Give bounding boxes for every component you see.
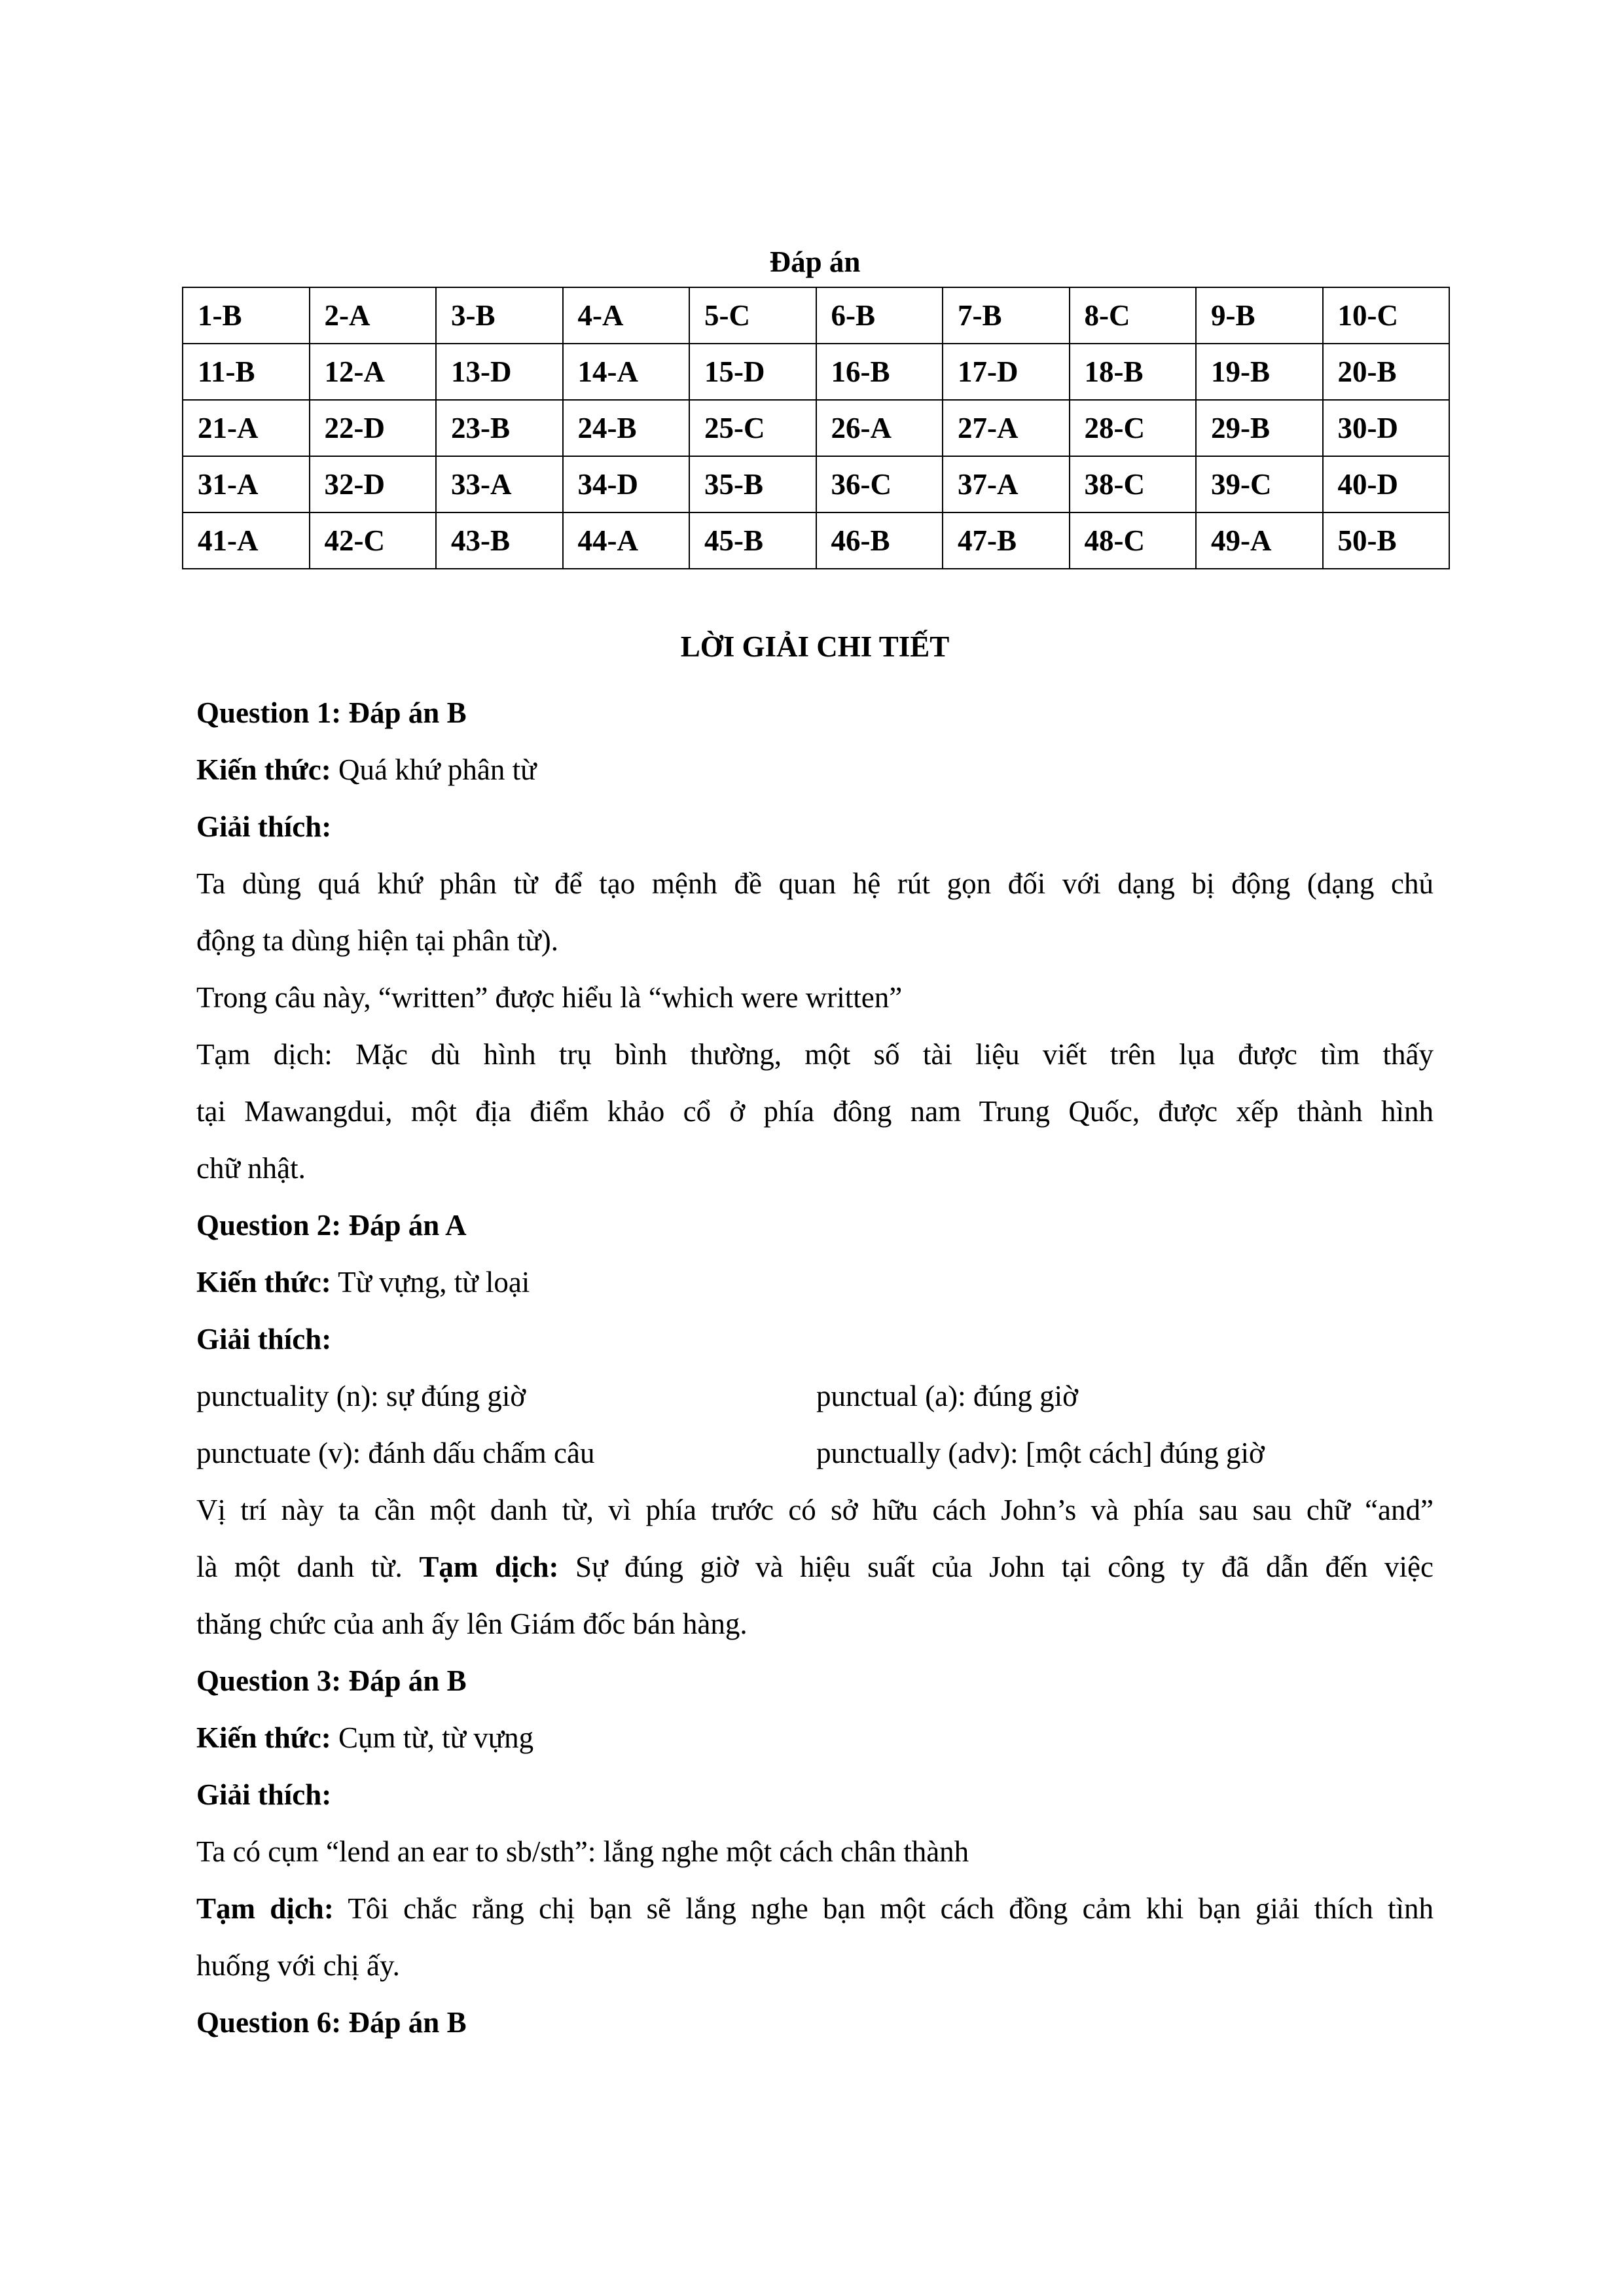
answer-cell: 15-D bbox=[689, 344, 816, 400]
answer-cell: 4-A bbox=[563, 287, 690, 344]
answer-cell: 25-C bbox=[689, 400, 816, 456]
answer-row bbox=[183, 287, 1449, 344]
answer-cell: 34-D bbox=[563, 456, 690, 512]
answer-cell: 50-B bbox=[1323, 512, 1450, 569]
q2-vocab-row-1: punctuality (n): sự đúng giờ punctual (a): đúng giờ bbox=[196, 1380, 1078, 1412]
answer-cell: 19-B bbox=[1196, 344, 1323, 400]
q2-line1: Vị trí này ta cần một danh từ, vì phía trước có sở hữu cách John’s và phía sau sau chữ “and” bbox=[196, 1494, 1434, 1526]
answer-cell: 12-A bbox=[310, 344, 437, 400]
q3-line3: huống với chị ấy. bbox=[196, 1949, 400, 1982]
answer-cell: 33-A bbox=[436, 456, 563, 512]
answer-cell: 37-A bbox=[943, 456, 1070, 512]
answer-cell: 6-B bbox=[816, 287, 943, 344]
q1-line2: động ta dùng hiện tại phân từ). bbox=[196, 924, 559, 957]
answer-cell: 21-A bbox=[183, 400, 310, 456]
document-page bbox=[196, 242, 1434, 2051]
q1-line5: tại Mawangdui, một địa điểm khảo cổ ở phía đông nam Trung Quốc, được xếp thành hình bbox=[196, 1095, 1434, 1128]
answer-cell: 41-A bbox=[183, 512, 310, 569]
q2-line2: là một danh từ. Tạm dịch: Sự đúng giờ và hiệu suất của John tại công ty đã dẫn đến việc bbox=[196, 1551, 1434, 1583]
answer-cell: 13-D bbox=[436, 344, 563, 400]
answer-cell: 9-B bbox=[1196, 287, 1323, 344]
answer-cell: 14-A bbox=[563, 344, 690, 400]
q2-explain-label: Giải thích: bbox=[196, 1323, 332, 1355]
answer-cell: 20-B bbox=[1323, 344, 1450, 400]
answer-cell: 31-A bbox=[183, 456, 310, 512]
q3-line1: Ta có cụm “lend an ear to sb/sth”: lắng nghe một cách chân thành bbox=[196, 1835, 969, 1868]
answer-key-title: Đáp án bbox=[769, 245, 861, 278]
answer-cell: 10-C bbox=[1323, 287, 1450, 344]
answer-cell: 30-D bbox=[1323, 400, 1450, 456]
q1-line3: Trong câu này, “written” được hiểu là “which were written” bbox=[196, 981, 903, 1014]
q6-heading: Question 6: Đáp án B bbox=[196, 2006, 467, 2039]
q1-knowledge: Kiến thức: Quá khứ phân từ bbox=[196, 753, 537, 786]
answer-cell: 2-A bbox=[310, 287, 437, 344]
solutions-body bbox=[196, 685, 1434, 2051]
answer-cell: 49-A bbox=[1196, 512, 1323, 569]
q3-knowledge: Kiến thức: Cụm từ, từ vựng bbox=[196, 1721, 534, 1754]
answer-cell: 18-B bbox=[1070, 344, 1197, 400]
answer-cell: 42-C bbox=[310, 512, 437, 569]
answer-cell: 46-B bbox=[816, 512, 943, 569]
answer-cell: 16-B bbox=[816, 344, 943, 400]
answer-cell: 22-D bbox=[310, 400, 437, 456]
answer-key-table bbox=[182, 287, 1450, 569]
solutions-title: LỜI GIẢI CHI TIẾT bbox=[680, 630, 950, 663]
answer-cell: 29-B bbox=[1196, 400, 1323, 456]
q1-line6: chữ nhật. bbox=[196, 1152, 306, 1185]
q3-heading: Question 3: Đáp án B bbox=[196, 1664, 467, 1697]
q3-explain-label: Giải thích: bbox=[196, 1778, 332, 1811]
answer-cell: 7-B bbox=[943, 287, 1070, 344]
answer-cell: 45-B bbox=[689, 512, 816, 569]
answer-cell: 26-A bbox=[816, 400, 943, 456]
answer-cell: 28-C bbox=[1070, 400, 1197, 456]
answer-row bbox=[183, 344, 1449, 400]
answer-cell: 47-B bbox=[943, 512, 1070, 569]
q1-heading: Question 1: Đáp án B bbox=[196, 696, 467, 729]
answer-cell: 44-A bbox=[563, 512, 690, 569]
q1-line4: Tạm dịch: Mặc dù hình trụ bình thường, một số tài liệu viết trên lụa được tìm thấy bbox=[196, 1038, 1434, 1071]
answer-row bbox=[183, 512, 1449, 569]
answer-cell: 43-B bbox=[436, 512, 563, 569]
answer-cell: 38-C bbox=[1070, 456, 1197, 512]
answer-row bbox=[183, 400, 1449, 456]
answer-row bbox=[183, 456, 1449, 512]
q2-line3: thăng chức của anh ấy lên Giám đốc bán hàng. bbox=[196, 1607, 748, 1640]
answer-cell: 48-C bbox=[1070, 512, 1197, 569]
q3-line2: Tạm dịch: Tôi chắc rằng chị bạn sẽ lắng nghe bạn một cách đồng cảm khi bạn giải thích tình bbox=[196, 1892, 1434, 1925]
answer-cell: 24-B bbox=[563, 400, 690, 456]
answer-cell: 11-B bbox=[183, 344, 310, 400]
answer-cell: 27-A bbox=[943, 400, 1070, 456]
answer-cell: 3-B bbox=[436, 287, 563, 344]
answer-cell: 36-C bbox=[816, 456, 943, 512]
answer-cell: 8-C bbox=[1070, 287, 1197, 344]
answer-cell: 23-B bbox=[436, 400, 563, 456]
q1-line1: Ta dùng quá khứ phân từ để tạo mệnh đề quan hệ rút gọn đối với dạng bị động (dạng chủ bbox=[196, 867, 1434, 900]
q2-vocab-row-2: punctuate (v): đánh dấu chấm câu punctually (adv): [một cách] đúng giờ bbox=[196, 1437, 1265, 1469]
q1-explain-label: Giải thích: bbox=[196, 810, 332, 843]
answer-cell: 1-B bbox=[183, 287, 310, 344]
answer-cell: 17-D bbox=[943, 344, 1070, 400]
answer-cell: 35-B bbox=[689, 456, 816, 512]
answer-cell: 39-C bbox=[1196, 456, 1323, 512]
answer-cell: 40-D bbox=[1323, 456, 1450, 512]
answer-cell: 5-C bbox=[689, 287, 816, 344]
answer-cell: 32-D bbox=[310, 456, 437, 512]
q2-heading: Question 2: Đáp án A bbox=[196, 1209, 467, 1242]
q2-knowledge: Kiến thức: Từ vựng, từ loại bbox=[196, 1266, 530, 1299]
